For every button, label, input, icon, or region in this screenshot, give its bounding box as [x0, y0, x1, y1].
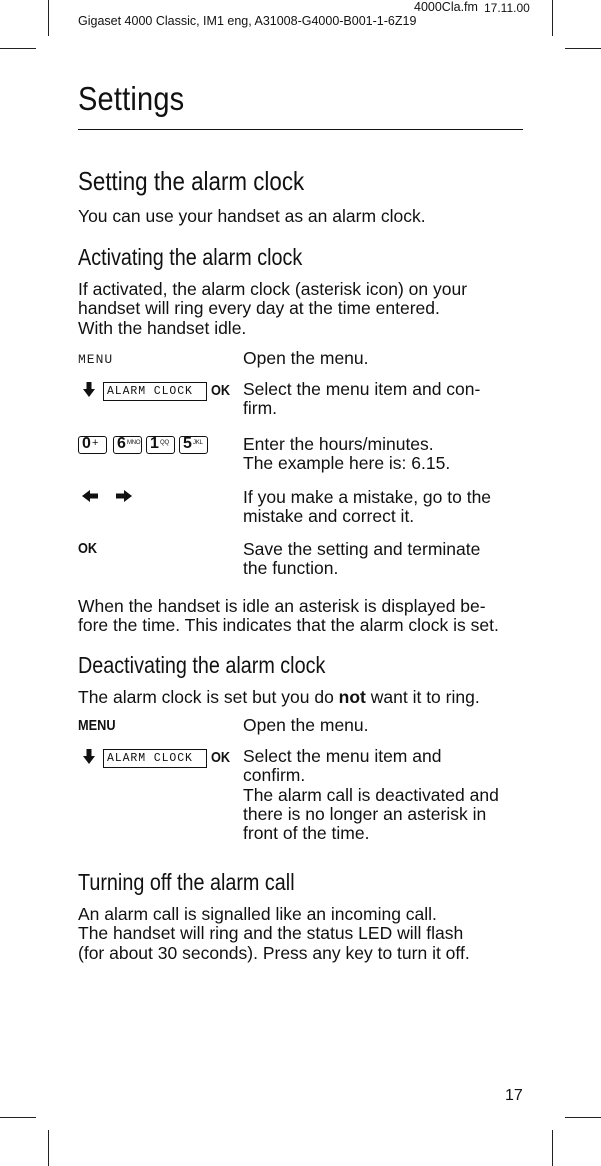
section-title: Setting the alarm clock [78, 166, 305, 196]
key-1: 1 QQ [146, 436, 175, 454]
activating-intro: If activated, the alarm clock (asterisk icon) on your handset will ring every day at the time entered. With the handset idle. [78, 279, 468, 338]
deactivating-intro: The alarm clock is set but you do not want it to ring. [78, 687, 480, 707]
ok-key: OK [211, 749, 231, 766]
header-date: 17.11.00 [484, 1, 530, 15]
down-arrow-icon [83, 382, 95, 398]
crop-mark [552, 0, 553, 36]
activating-title: Activating the alarm clock [78, 244, 303, 270]
step-text: Select the menu item and confirm. The alarm call is deactivated and there is no longer an asterisk in front of the time. [243, 746, 499, 844]
crop-mark [0, 1117, 36, 1118]
menu-key: MENU [78, 352, 114, 367]
title-rule [78, 129, 523, 130]
crop-mark [552, 1130, 553, 1166]
menu-key: MENU [78, 717, 116, 734]
key-0: 0 + [78, 436, 107, 454]
down-arrow-icon [83, 749, 95, 765]
activating-outro: When the handset is idle an asterisk is displayed be- fore the time. This indicates that the alarm clock is set. [78, 596, 499, 636]
step-text: If you make a mistake, go to the mistake and correct it. [243, 487, 492, 527]
right-arrow-icon [116, 490, 132, 502]
crop-mark [565, 48, 601, 49]
page-number: 17 [505, 1087, 523, 1104]
left-arrow-icon [82, 490, 98, 502]
crop-mark [0, 48, 36, 49]
header-doc-ref: Gigaset 4000 Classic, IM1 eng, A31008-G4000-B001-1-6Z19 [78, 14, 417, 28]
display-alarm-clock: ALARM CLOCK [103, 382, 207, 401]
page-title: Settings [78, 80, 185, 117]
crop-mark [48, 1130, 49, 1166]
key-6: 6 MNO [113, 436, 142, 454]
ok-key: OK [78, 540, 98, 557]
crop-mark [565, 1117, 601, 1118]
crop-mark [48, 0, 49, 36]
display-alarm-clock: ALARM CLOCK [103, 749, 207, 768]
turning-off-title: Turning off the alarm call [78, 869, 295, 895]
step-text: Select the menu item and con- firm. [243, 379, 481, 419]
step-text: Save the setting and terminate the function. [243, 539, 481, 579]
ok-key: OK [211, 382, 231, 399]
section-intro: You can use your handset as an alarm clock. [78, 206, 426, 226]
key-5: 5 JKL [179, 436, 208, 454]
step-text: Open the menu. [243, 715, 369, 735]
header-filename: 4000Cla.fm [414, 0, 478, 14]
step-text: Open the menu. [243, 348, 369, 368]
turning-off-text: An alarm call is signalled like an incoming call. The handset will ring and the status LED will flash (for about 30 seconds). Press any key to turn it off. [78, 904, 470, 963]
step-text: Enter the hours/minutes. The example here is: 6.15. [243, 434, 451, 474]
deactivating-title: Deactivating the alarm clock [78, 652, 326, 678]
